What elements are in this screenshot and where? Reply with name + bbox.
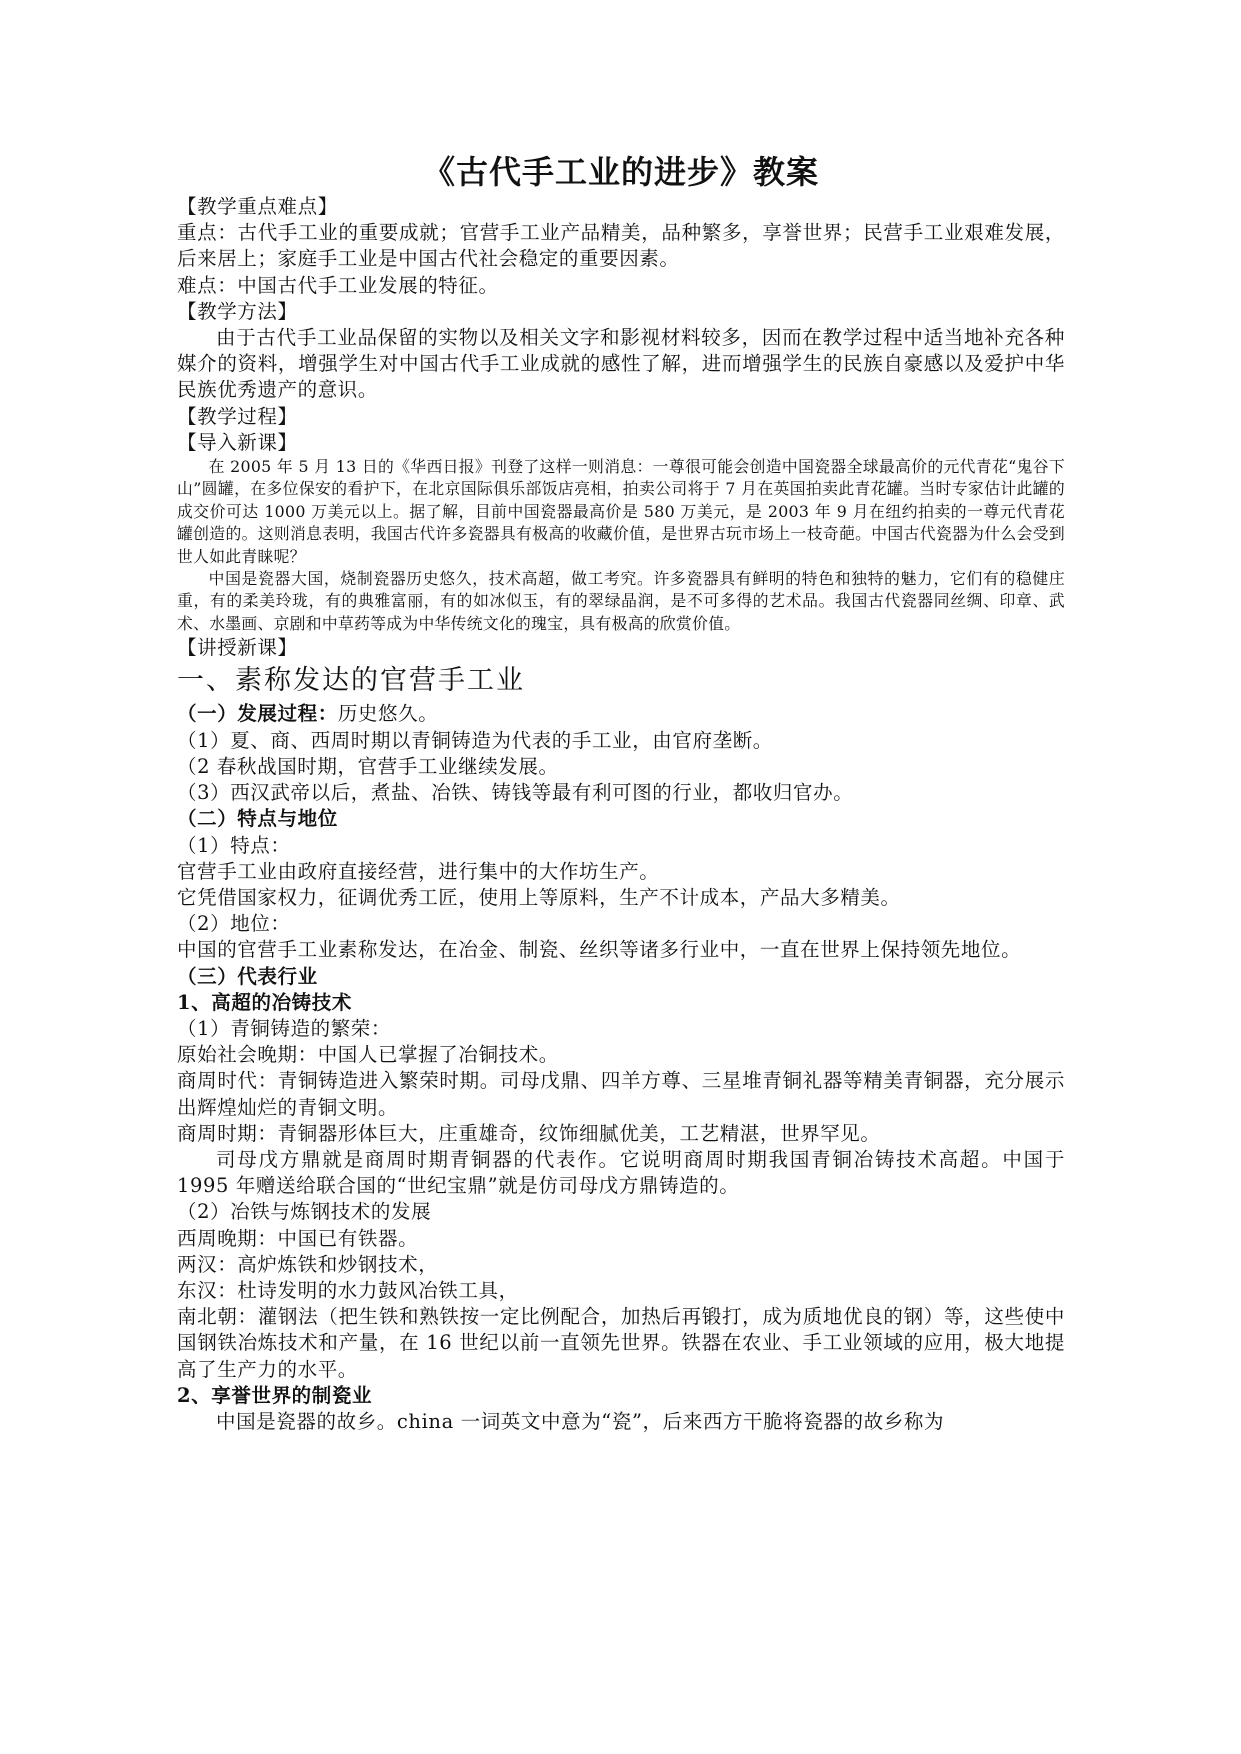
- metallurgy-line: 原始社会晚期：中国人已掌握了冶铜技术。: [177, 1043, 559, 1067]
- subsection-development-text: 历史悠久。: [337, 702, 439, 726]
- features-line: 官营手工业由政府直接经营，进行集中的大作坊生产。: [177, 859, 660, 883]
- iron-line: 西周晚期：中国已有铁器。: [177, 1226, 419, 1250]
- features-line: （1）特点：: [177, 833, 291, 857]
- label-teaching-method: 【教学方法】: [177, 299, 298, 323]
- metallurgy-line: 商周时代：青铜铸造进入繁荣时期。司母戊鼎、四羊方尊、三星堆青铜礼器等精美青铜器，充分展示出辉煌灿烂的青铜文明。: [177, 1069, 1065, 1119]
- development-item: （1）夏、商、西周时期以青铜铸造为代表的手工业，由官府垄断。: [177, 728, 773, 752]
- teaching-method-text: 由于古代手工业品保留的实物以及相关文字和影视材料较多，因而在教学过程中适当地补充各种媒介的资料，增强学生对中国古代手工业成就的感性了解，进而增强学生的民族自豪感以及爱护中华民族优秀遗产的意识。: [177, 326, 1065, 402]
- section-heading-1: 一、素称发达的官营手工业: [177, 665, 525, 697]
- label-teaching-process: 【教学过程】: [177, 404, 298, 428]
- development-item: （3）西汉武帝以后，煮盐、冶铁、铸钱等最有利可图的行业，都收归官办。: [177, 781, 854, 805]
- metallurgy-paragraph: 司母戊方鼎就是商周时期青铜器的代表作。它说明商周时期我国青铜冶铸技术高超。中国于 1995 年赠送给联合国的“世纪宝鼎”就是仿司母戊方鼎铸造的。: [177, 1147, 1065, 1198]
- key-points-text: 重点：古代手工业的重要成就；官营手工业产品精美，品种繁多，享誉世界；民营手工业艰难发展，后来居上；家庭手工业是中国古代社会稳定的重要因素。: [177, 221, 1065, 271]
- metallurgy-line: （1）青铜铸造的繁荣：: [177, 1016, 392, 1040]
- intro-paragraph-2: 中国是瓷器大国，烧制瓷器历史悠久，技术高超，做工考究。许多瓷器具有鲜明的特色和独特的魅力，它们有的稳健庄重，有的柔美玲珑，有的典雅富丽，有的如冰似玉，有的翠绿晶润，是不可多得的艺术品。我国古代瓷器同丝绸、印章、武术、水墨画、京剧和中草药等成为中华传统文化的瑰宝，具有极高的欣赏价值。: [177, 569, 1065, 633]
- porcelain-paragraph: 中国是瓷器的故乡。china 一词英文中意为“瓷”，后来西方干脆将瓷器的故乡称为: [216, 1409, 945, 1433]
- features-line: 中国的官营手工业素称发达，在冶金、制瓷、丝织等诸多行业中，一直在世界上保持领先地位。: [177, 938, 1022, 962]
- iron-line: （2）冶铁与炼钢技术的发展: [177, 1200, 432, 1224]
- development-item: （2 春秋战国时期，官营手工业继续发展。: [177, 754, 559, 778]
- label-introduction: 【导入新课】: [177, 430, 298, 454]
- document-body: [177, 150, 1065, 1435]
- label-lecture: 【讲授新课】: [177, 636, 298, 660]
- difficulty-text: 难点：中国古代手工业发展的特征。: [177, 273, 499, 297]
- iron-line: 南北朝：灌钢法（把生铁和熟铁按一定比例配合，加热后再锻打，成为质地优良的钢）等，这些使中国钢铁冶炼技术和产量，在 16 世纪以前一直领先世界。铁器在农业、手工业领域的应用，极大地提高了生产力的水平。: [177, 1305, 1065, 1381]
- metallurgy-line: 商周时期：青铜器形体巨大，庄重雄奇，纹饰细腻优美，工艺精湛，世界罕见。: [177, 1121, 881, 1145]
- label-key-points: 【教学重点难点】: [177, 195, 338, 218]
- iron-line: 东汉：杜诗发明的水力鼓风冶铁工具，: [177, 1278, 519, 1302]
- document-title: 《古代手工业的进步》教案: [422, 153, 819, 191]
- features-line: （2）地位：: [177, 912, 291, 936]
- subsection-development-label: （一）发展过程：: [177, 702, 338, 726]
- iron-line: 两汉：高炉炼铁和炒钢技术，: [177, 1252, 439, 1276]
- industry-heading-metallurgy: 1、高超的冶铸技术: [177, 990, 352, 1014]
- industry-heading-porcelain: 2、享誉世界的制瓷业: [177, 1383, 373, 1407]
- subsection-features: （二）特点与地位: [177, 807, 338, 831]
- intro-paragraph-1: 在 2005 年 5 月 13 日的《华西日报》刊登了这样一则消息：一尊很可能会创造中国瓷器全球最高价的元代青花“鬼谷下山”圆罐，在多位保安的看护下，在北京国际俱乐部饭店亮相，拍卖公司将于 7 月在英国拍卖此青花罐。当时专家估计此罐的成交价可达 1000 万美元以上。据了解，目前中国瓷器最高价是 580 万美元，是 2003 年 9 月在纽约拍卖的一尊元代青花罐创造的。这则消息表明，我国古代许多瓷器具有极高的收藏价值，是世界古玩市场上一枝奇葩。中国古代瓷器为什么会受到世人如此青睐呢？: [177, 457, 1065, 566]
- features-line: 它凭借国家权力，征调优秀工匠，使用上等原料，生产不计成本，产品大多精美。: [177, 885, 901, 909]
- subsection-industries: （三）代表行业: [177, 964, 318, 988]
- subsection-development: [177, 701, 1065, 727]
